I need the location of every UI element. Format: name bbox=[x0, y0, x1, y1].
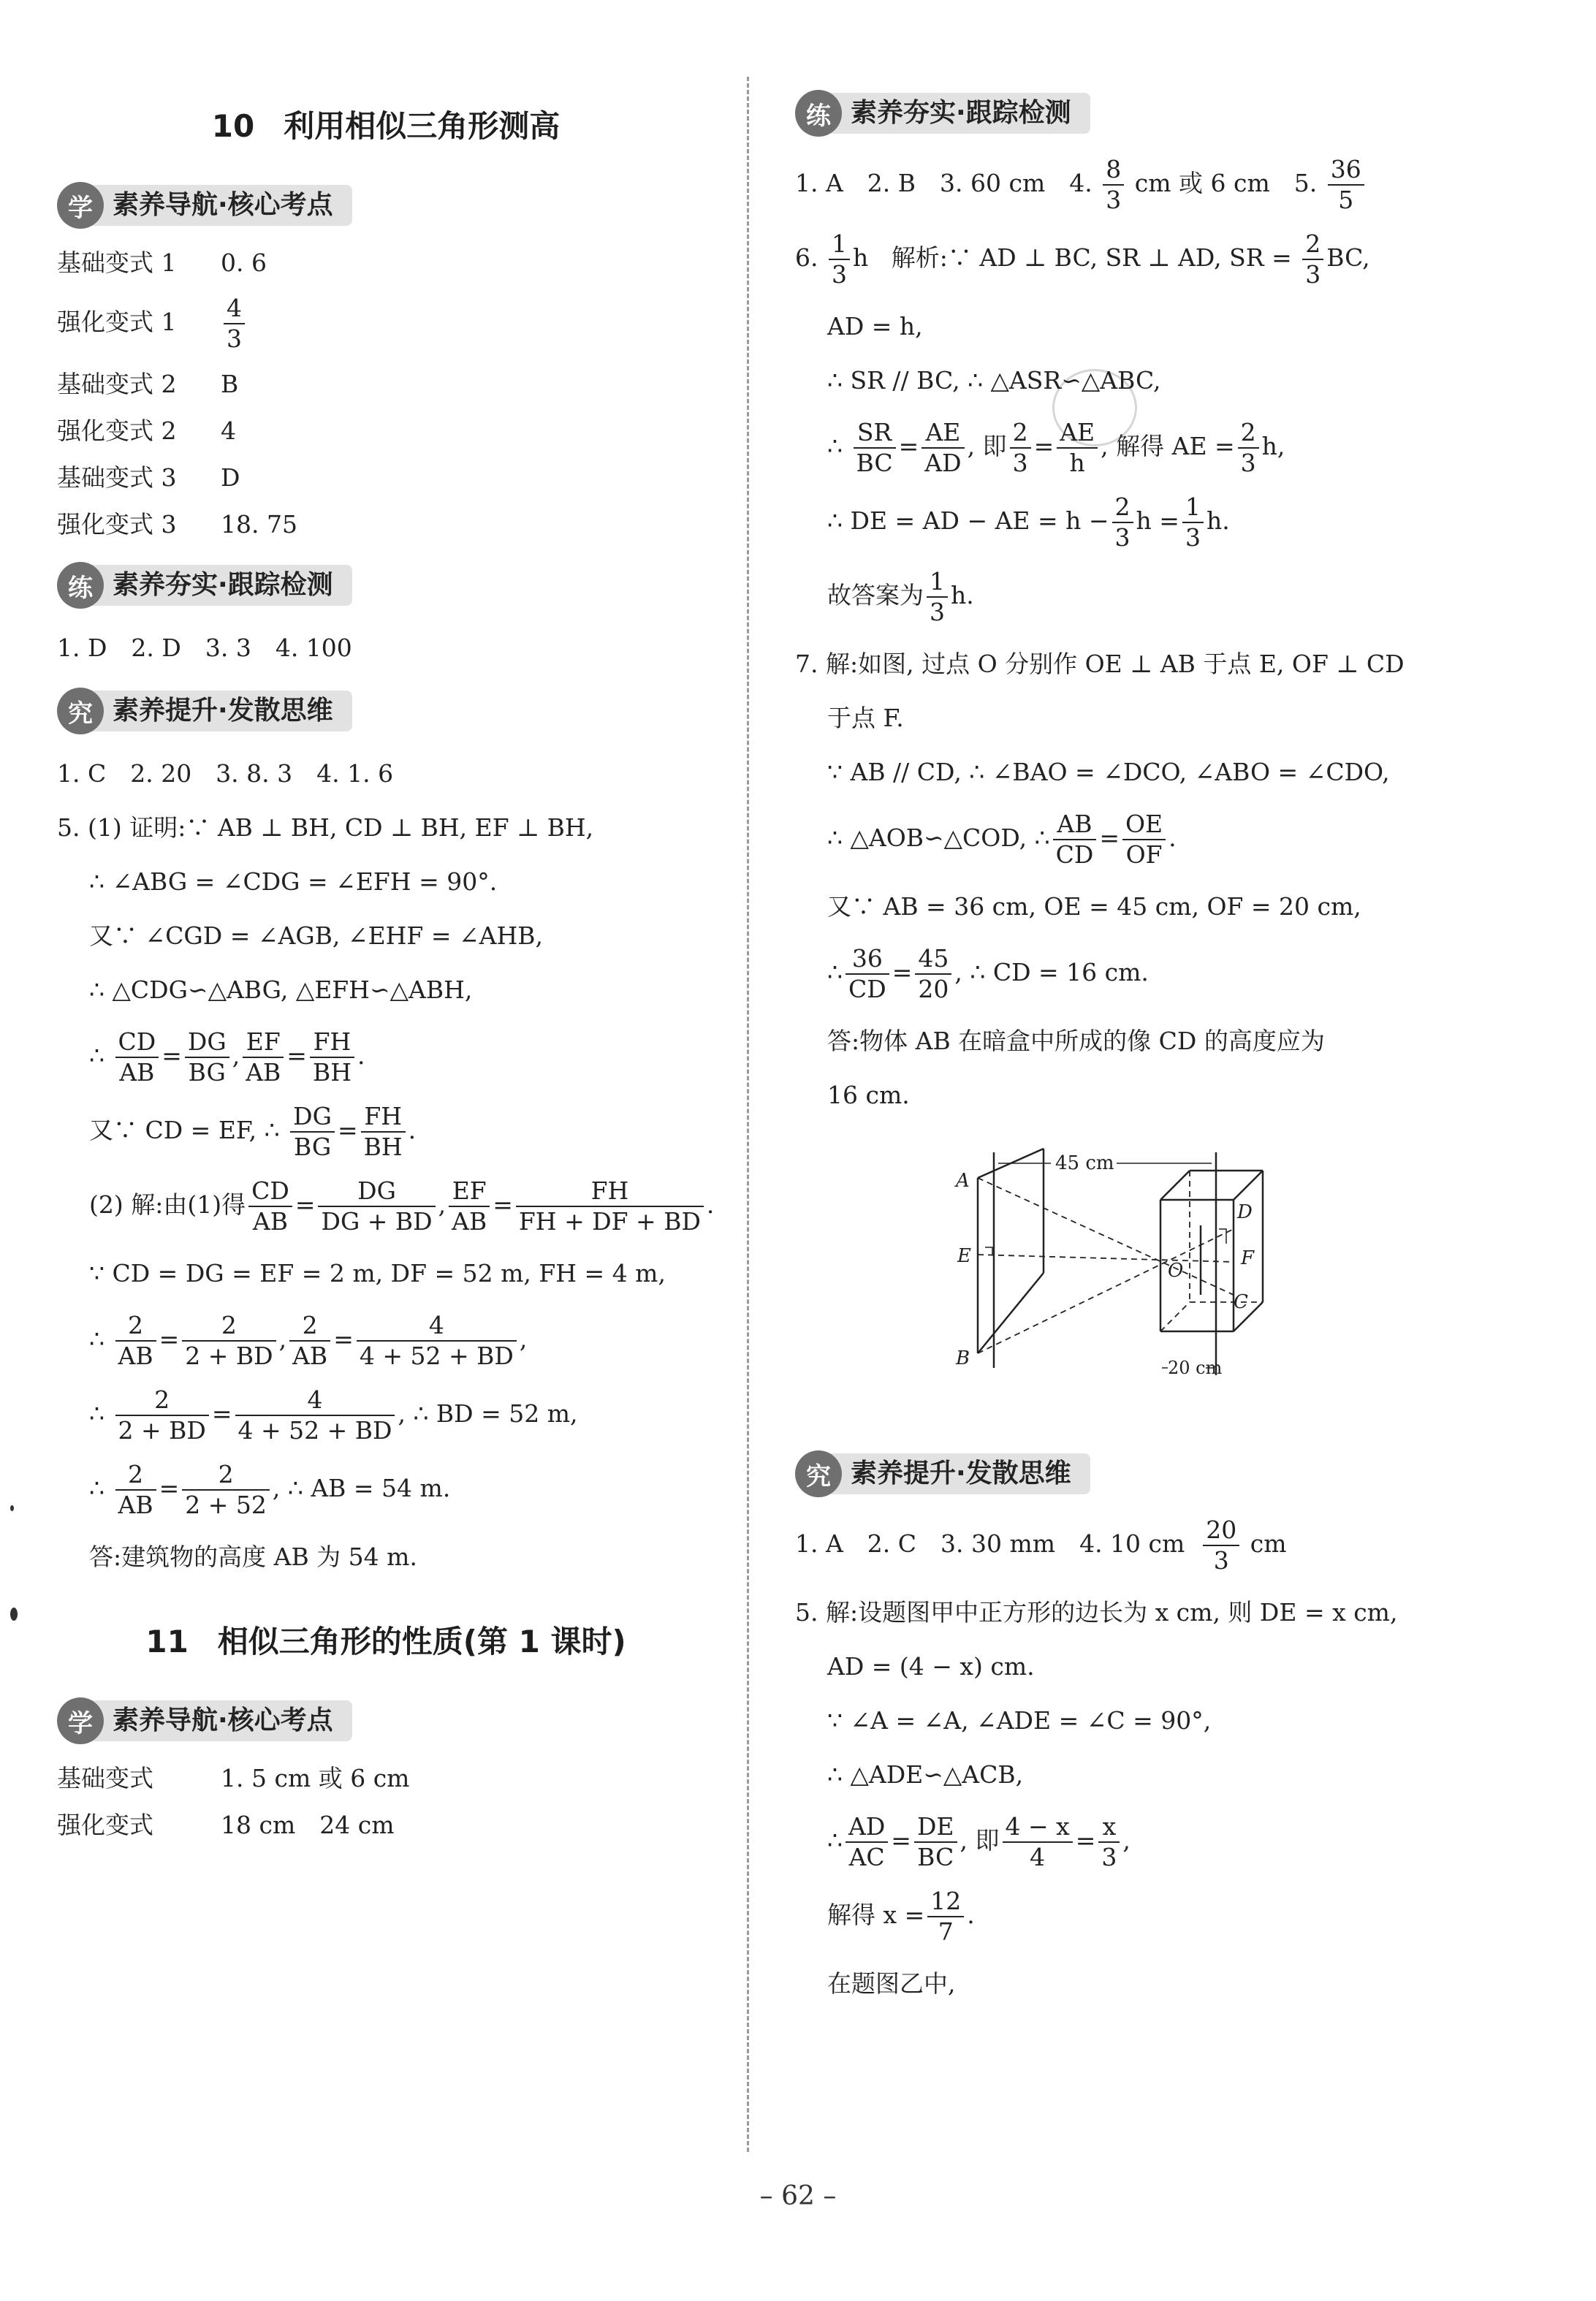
q5-line: 答:建筑物的高度 AB 为 54 m. bbox=[89, 1543, 417, 1571]
jiu-answers: 1. C 2. 20 3. 8. 3 4. 1. 6 bbox=[57, 759, 394, 788]
jiu-badge-icon: 究 bbox=[795, 1450, 842, 1497]
q5-equation: ∴ $\frac{2}{AB}$ = $\frac{2}{2 + 52}$ , ∴ AB = 54 m. bbox=[89, 1460, 451, 1519]
xue-badge-icon: 学 bbox=[57, 1697, 104, 1744]
q5-line: 在题图乙中, bbox=[827, 1969, 956, 1998]
svg-text:20 cm: 20 cm bbox=[1168, 1358, 1223, 1378]
section-header-jiu: 究 素养提升·发散思维 bbox=[57, 685, 715, 737]
section-header-lian: 练 素养夯实·跟踪检测 bbox=[57, 560, 715, 611]
q7-line: 16 cm. bbox=[827, 1081, 910, 1109]
q5-equation: ∴ $\frac{2}{AB}$ = $\frac{2}{2 + BD}$ , $\frac{2}{AB}$ = $\frac{4}{4 + 52 + BD}$ , bbox=[89, 1311, 528, 1370]
q6-line: 6. $\frac{1}{3}$ h 解析:∵ AD ⊥ BC, SR ⊥ AD, SR = $\frac{2}{3}$ BC, bbox=[795, 229, 1370, 289]
core-item: 强化变式 18 cm 24 cm bbox=[57, 1811, 395, 1839]
lian-badge-icon: 练 bbox=[57, 562, 104, 609]
svg-text:C: C bbox=[1234, 1291, 1248, 1313]
svg-text:45 cm: 45 cm bbox=[1055, 1152, 1114, 1174]
column-divider bbox=[747, 77, 749, 2152]
svg-text:O: O bbox=[1168, 1260, 1184, 1282]
q6-equation: ∴ $\frac{SR}{BC}$ = $\frac{AE}{AD}$ , 即 $\frac{2}{3}$ = $\frac{AE}{h}$ , 解得 AE = $\frac{2}{3}$ h, bbox=[827, 418, 1285, 477]
jiu-answers: 1. A 2. C 3. 30 mm 4. 10 cm $\frac{20}{3}$ cm bbox=[795, 1515, 1287, 1575]
q7-line: 答:物体 AB 在暗盒中所成的像 CD 的高度应为 bbox=[827, 1027, 1325, 1055]
q5-line: ∴ ∠ABG = ∠CDG = ∠EFH = 90°. bbox=[89, 867, 498, 896]
svg-text:E: E bbox=[957, 1245, 971, 1267]
q7-line: 又∵ AB = 36 cm, OE = 45 cm, OF = 20 cm, bbox=[827, 892, 1361, 921]
pinhole-figure bbox=[912, 1134, 1292, 1412]
q5-line: 又∵ ∠CGD = ∠AGB, ∠EHF = ∠AHB, bbox=[89, 921, 543, 950]
q7-equation: ∴ △AOB∽△COD, ∴ $\frac{AB}{CD}$ = $\frac{OE}{OF}$ . bbox=[827, 810, 1177, 869]
lian-answers: 1. A 2. B 3. 60 cm 4. $\frac{8}{3}$ cm 或 6 cm 5. $\frac{36}{5}$ bbox=[795, 155, 1548, 215]
q5-line: ∵ CD = DG = EF = 2 m, DF = 52 m, FH = 4 m, bbox=[89, 1259, 666, 1288]
q6-line: AD = h, bbox=[827, 312, 923, 341]
q5-equation: ∴ $\frac{CD}{AB}$ = $\frac{DG}{BG}$ , $\frac{EF}{AB}$ = $\frac{FH}{BH}$ . bbox=[89, 1027, 365, 1087]
jiu-badge-icon: 究 bbox=[57, 688, 104, 734]
scan-mark bbox=[10, 1505, 14, 1511]
q7-line: 7. 解:如图, 过点 O 分别作 OE ⊥ AB 于点 E, OF ⊥ CD bbox=[795, 650, 1405, 678]
pinhole-diagram bbox=[912, 1134, 1292, 1412]
core-item: 强化变式 1 $\frac{4}{3}$ bbox=[57, 294, 715, 354]
core-item: 基础变式 2 B bbox=[57, 370, 239, 398]
q7-line: 于点 F. bbox=[827, 704, 904, 732]
section-header-xue: 学 素养导航·核心考点 bbox=[57, 1695, 715, 1746]
section-header-lian: 练 素养夯实·跟踪检测 bbox=[795, 88, 1548, 139]
q6-equation: 故答案为 $\frac{1}{3}$ h. bbox=[827, 567, 974, 626]
chapter-11-title: 11 相似三角形的性质(第 1 课时) bbox=[145, 1624, 626, 1659]
q5-line: 5. 解:设题图甲中正方形的边长为 x cm, 则 DE = x cm, bbox=[795, 1598, 1398, 1627]
q5-equation: 解得 x = $\frac{12}{7}$ . bbox=[827, 1887, 975, 1946]
core-item: 基础变式 3 D bbox=[57, 463, 240, 492]
lian-badge-icon: 练 bbox=[795, 90, 842, 137]
q5-equation: (2) 解:由(1)得 $\frac{CD}{AB}$ = $\frac{DG}{DG + BD}$ , $\frac{EF}{AB}$ = $\frac{FH}{FH + DF + BD}$ . bbox=[89, 1176, 715, 1236]
lian-answers: 1. D 2. D 3. 3 4. 100 bbox=[57, 634, 352, 662]
q5-equation: ∴ $\frac{2}{2 + BD}$ = $\frac{4}{4 + 52 + BD}$ , ∴ BD = 52 m, bbox=[89, 1385, 578, 1445]
q5-line: AD = (4 − x) cm. bbox=[827, 1652, 1035, 1681]
svg-text:A: A bbox=[956, 1170, 970, 1192]
q5-line: ∵ ∠A = ∠A, ∠ADE = ∠C = 90°, bbox=[827, 1706, 1212, 1735]
core-item: 基础变式 1 0. 6 bbox=[57, 248, 267, 277]
xue-badge-icon: 学 bbox=[57, 182, 104, 229]
core-item: 强化变式 3 18. 75 bbox=[57, 510, 297, 539]
q6-line: ∴ SR // BC, ∴ △ASR∽△ABC, bbox=[827, 366, 1161, 395]
section-header-xue: 学 素养导航·核心考点 bbox=[57, 180, 715, 231]
q5-line: ∴ △ADE∽△ACB, bbox=[827, 1760, 1024, 1789]
page-number: – 62 – bbox=[759, 2181, 837, 2211]
chapter-10-title: 10 利用相似三角形测高 bbox=[211, 108, 560, 144]
svg-text:B: B bbox=[956, 1347, 970, 1369]
svg-text:D: D bbox=[1237, 1201, 1253, 1223]
section-header-jiu: 究 素养提升·发散思维 bbox=[795, 1448, 1548, 1499]
right-column bbox=[795, 73, 1548, 2021]
q7-line: ∵ AB // CD, ∴ ∠BAO = ∠DCO, ∠ABO = ∠CDO, bbox=[827, 758, 1390, 786]
core-item: 基础变式 1. 5 cm 或 6 cm bbox=[57, 1764, 410, 1792]
q5-line: 5. (1) 证明:∵ AB ⊥ BH, CD ⊥ BH, EF ⊥ BH, bbox=[57, 813, 594, 842]
core-item: 强化变式 2 4 bbox=[57, 417, 236, 445]
q5-equation: 又∵ CD = EF, ∴ $\frac{DG}{BG}$ = $\frac{FH}{BH}$ . bbox=[89, 1102, 417, 1161]
q5-equation: ∴ $\frac{AD}{AC}$ = $\frac{DE}{BC}$ , 即 $\frac{4 - x}{4}$ = $\frac{x}{3}$ , bbox=[827, 1812, 1130, 1871]
svg-text:F: F bbox=[1241, 1247, 1255, 1269]
q7-equation: ∴ $\frac{36}{CD}$ = $\frac{45}{20}$ , ∴ CD = 16 cm. bbox=[827, 944, 1149, 1003]
q5-line: ∴ △CDG∽△ABG, △EFH∽△ABH, bbox=[89, 975, 473, 1004]
scan-mark bbox=[10, 1608, 18, 1621]
left-column bbox=[57, 80, 715, 1856]
q6-equation: ∴ DE = AD − AE = h − $\frac{2}{3}$ h = $\frac{1}{3}$ h. bbox=[827, 492, 1230, 552]
